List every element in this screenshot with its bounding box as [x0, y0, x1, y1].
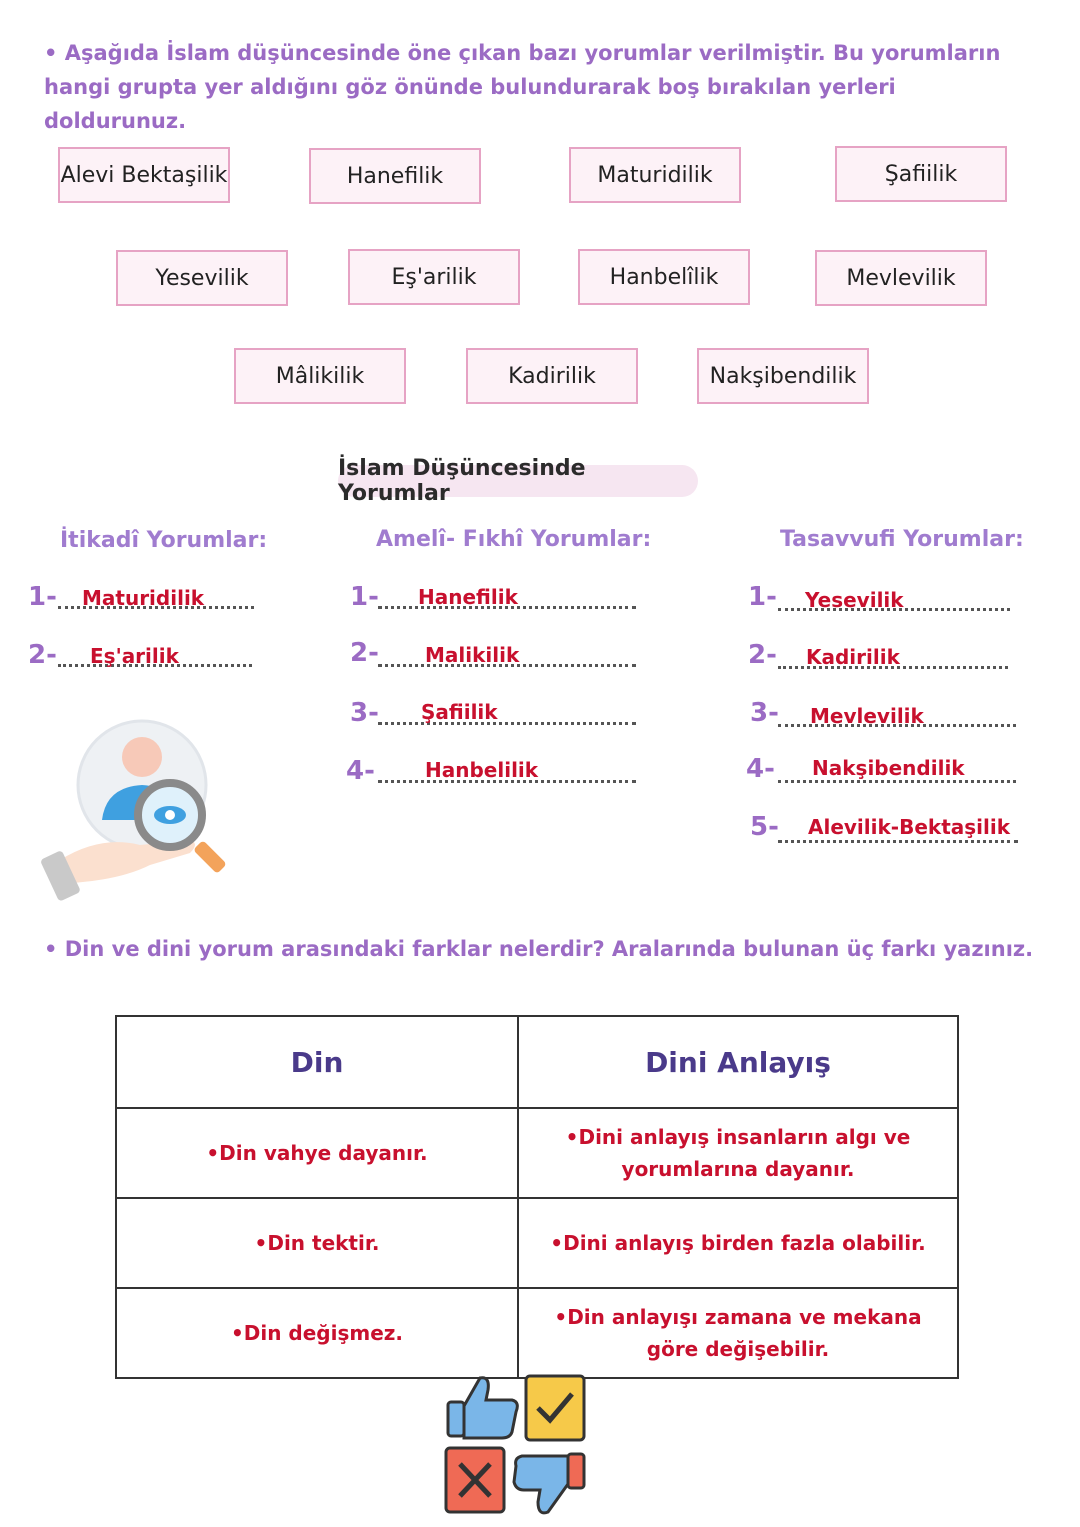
table-row [116, 1198, 958, 1288]
header-din: Din [116, 1016, 518, 1108]
itikadi-answer-1: Maturidilik [82, 586, 205, 610]
instruction-differences: • Din ve dini yorum arasındaki farklar nelerdir? Aralarında bulunan üç farkı yazınız. [44, 937, 1034, 961]
ameli-number-2: 2- [350, 638, 379, 668]
tasavvufi-number-5: 5- [750, 812, 779, 842]
chip-alevi-bektasilik: Alevi Bektaşilik [58, 147, 230, 203]
tasavvufi-answer-1: Yesevilik [805, 588, 904, 612]
cell-text: • Dini anlayış birden fazla olabilir. [550, 1231, 925, 1255]
ameli-answer-4: Hanbelilik [425, 758, 539, 782]
chip-naksibendilik: Nakşibendilik [697, 348, 869, 404]
answer-line [778, 840, 1018, 843]
table-cell [116, 1108, 518, 1198]
itikadi-number-1: 1- [28, 582, 57, 612]
ameli-number-3: 3- [350, 698, 379, 728]
ameli-answer-2: Malikilik [425, 643, 520, 667]
cell-text: • Din vahye dayanır. [206, 1141, 427, 1165]
thumbs-down-icon [514, 1454, 584, 1513]
table-header-row [116, 1016, 958, 1108]
tasavvufi-answer-4: Nakşibendilik [812, 756, 965, 780]
cell-text: • Din değişmez. [231, 1321, 403, 1345]
table-cell [116, 1198, 518, 1288]
thumbs-up-icon [448, 1378, 517, 1438]
tasavvufi-number-4: 4- [746, 754, 775, 784]
table-cell [518, 1198, 958, 1288]
chip-yesevilik: Yesevilik [116, 250, 288, 306]
section-banner: İslam Düşüncesinde Yorumlar [338, 465, 698, 497]
chip-mevlevilik: Mevlevilik [815, 250, 987, 306]
tasavvufi-number-1: 1- [748, 582, 777, 612]
chip-hanefilik: Hanefilik [309, 148, 481, 204]
cell-text: • Dini anlayış insanların algı ve yorumlarına dayanır. [566, 1125, 911, 1181]
cell-text: • Din tektir. [255, 1231, 380, 1255]
instruction-fill-blanks: • Aşağıda İslam düşüncesinde öne çıkan bazı yorumlar verilmiştir. Bu yorumların hangi grupta yer aldığını göz önünde bulundurarak boş bırakılan yerleri doldurunuz. [44, 41, 1001, 133]
table-cell [116, 1288, 518, 1378]
header-dini-anlayis: Dini Anlayış [518, 1016, 958, 1108]
chip-kadirilik: Kadirilik [466, 348, 638, 404]
cell-text: • Din anlayışı zamana ve mekana göre değişebilir. [554, 1305, 921, 1361]
itikadi-number-2: 2- [28, 640, 57, 670]
column-title-ameli: Amelî- Fıkhî Yorumlar: [376, 527, 652, 552]
ameli-number-1: 1- [350, 582, 379, 612]
feedback-icons [440, 1372, 590, 1520]
table-row [116, 1108, 958, 1198]
chip-safiilik: Şafiilik [835, 146, 1007, 202]
table-cell [518, 1108, 958, 1198]
answer-line [778, 780, 1016, 783]
tasavvufi-answer-5: Alevilik-Bektaşilik [808, 815, 1011, 839]
answer-line [378, 722, 636, 725]
tasavvufi-number-3: 3- [750, 698, 779, 728]
ameli-answer-1: Hanefilik [418, 585, 518, 609]
column-title-itikadi: İtikadî Yorumlar: [60, 528, 268, 553]
comparison-table [115, 1015, 959, 1379]
chip-maturidilik: Maturidilik [569, 147, 741, 203]
tasavvufi-answer-3: Mevlevilik [810, 704, 924, 728]
table-row [116, 1288, 958, 1378]
ameli-answer-3: Şafiilik [421, 700, 498, 724]
table-cell [518, 1288, 958, 1378]
column-title-tasavvufi: Tasavvufi Yorumlar: [780, 527, 1024, 552]
check-icon [526, 1376, 584, 1440]
itikadi-answer-2: Eş'arilik [90, 644, 179, 668]
tasavvufi-number-2: 2- [748, 640, 777, 670]
chip-malikilik: Mâlikilik [234, 348, 406, 404]
chip-hanbelilik: Hanbelîlik [578, 249, 750, 305]
cross-icon [446, 1448, 504, 1512]
tasavvufi-answer-2: Kadirilik [806, 645, 900, 669]
hand-magnifier-illustration [40, 715, 250, 905]
chip-esarilik: Eş'arilik [348, 249, 520, 305]
ameli-number-4: 4- [346, 756, 375, 786]
